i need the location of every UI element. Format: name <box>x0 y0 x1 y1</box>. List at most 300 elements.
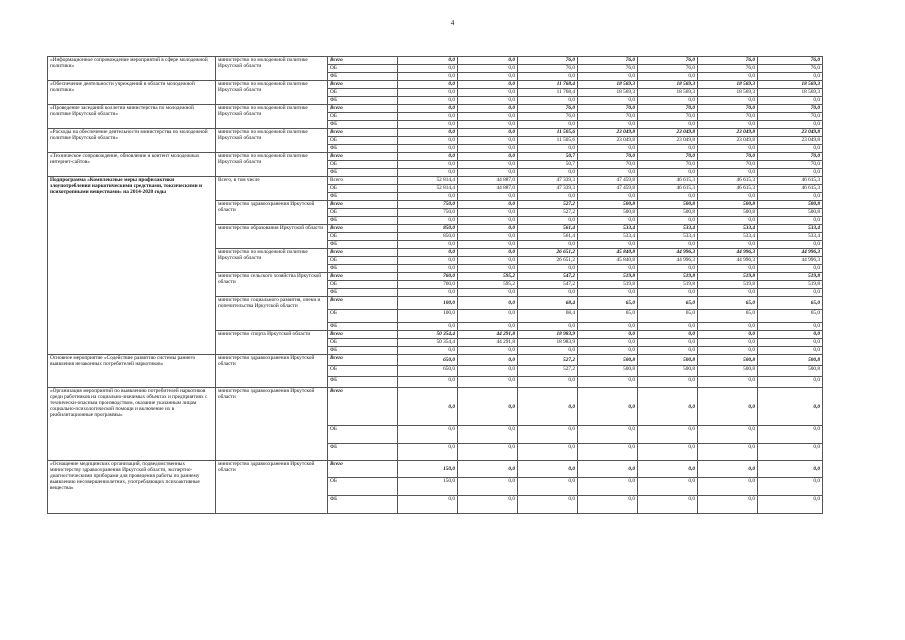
value-cell: 0,0 <box>518 323 578 331</box>
value-cell: 0,0 <box>638 145 698 153</box>
value-cell: 50,7 <box>518 153 578 161</box>
value-cell: 533,4 <box>578 233 638 241</box>
value-cell: 0,0 <box>758 145 823 153</box>
value-cell: 0,0 <box>518 97 578 105</box>
value-cell: 23 049,8 <box>758 129 823 137</box>
value-cell: 0,0 <box>458 323 518 331</box>
value-cell: 23 049,8 <box>638 129 698 137</box>
funding-source-cell: ФБ <box>328 265 398 273</box>
funding-source-cell: Всего <box>328 249 398 257</box>
value-cell: 500,8 <box>578 355 638 366</box>
organization-cell: министерство по молодежной политике Иркутской области <box>216 153 328 177</box>
value-cell: 0,0 <box>398 113 458 121</box>
value-cell: 0,0 <box>758 323 823 331</box>
value-cell: 533,4 <box>578 225 638 233</box>
value-cell: 0,0 <box>458 201 518 209</box>
funding-source-cell: ОБ <box>328 339 398 347</box>
value-cell: 533,4 <box>638 233 698 241</box>
value-cell: 0,0 <box>578 97 638 105</box>
value-cell: 70,0 <box>698 105 758 113</box>
funding-source-cell: Всего <box>328 153 398 161</box>
value-cell: 760,0 <box>398 281 458 289</box>
value-cell: 0,0 <box>758 121 823 129</box>
value-cell: 0,0 <box>638 339 698 347</box>
value-cell: 0,0 <box>638 323 698 331</box>
value-cell: 500,8 <box>578 366 638 377</box>
value-cell: 0,0 <box>458 153 518 161</box>
value-cell: 0,0 <box>638 426 698 444</box>
value-cell: 70,0 <box>578 153 638 161</box>
value-cell: 0,0 <box>638 217 698 225</box>
value-cell: 11 768,4 <box>518 81 578 89</box>
value-cell: 44 887,0 <box>458 177 518 185</box>
value-cell: 0,0 <box>518 444 578 461</box>
value-cell: 561,4 <box>518 233 578 241</box>
value-cell: 47 459,8 <box>578 177 638 185</box>
value-cell: 44 996,3 <box>638 249 698 257</box>
value-cell: 0,0 <box>518 289 578 297</box>
value-cell: 0,0 <box>398 97 458 105</box>
value-cell: 500,8 <box>638 201 698 209</box>
value-cell: 0,0 <box>518 241 578 249</box>
value-cell: 70,0 <box>578 105 638 113</box>
value-cell: 0,0 <box>398 257 458 265</box>
value-cell: 65,0 <box>698 297 758 310</box>
value-cell: 76,0 <box>698 57 758 65</box>
value-cell: 18 569,3 <box>578 81 638 89</box>
value-cell: 0,0 <box>458 241 518 249</box>
funding-source-cell: ФБ <box>328 241 398 249</box>
value-cell: 46 615,3 <box>758 185 823 193</box>
value-cell: 0,0 <box>458 73 518 81</box>
value-cell: 52 814,4 <box>398 177 458 185</box>
value-cell: 0,0 <box>698 478 758 496</box>
value-cell: 519,8 <box>638 281 698 289</box>
value-cell: 0,0 <box>758 339 823 347</box>
value-cell: 18 983,9 <box>518 331 578 339</box>
value-cell: 44 996,3 <box>698 257 758 265</box>
funding-source-cell: ОБ <box>328 478 398 496</box>
value-cell: 18 569,3 <box>638 81 698 89</box>
value-cell: 0,0 <box>398 289 458 297</box>
value-cell: 533,4 <box>698 233 758 241</box>
measure-name-cell: «Расходы на обеспечение деятельности министерства по молодежной политике Иркутской области» <box>48 129 216 153</box>
value-cell: 500,8 <box>638 366 698 377</box>
value-cell: 0,0 <box>518 73 578 81</box>
value-cell: 0,0 <box>398 377 458 388</box>
value-cell: 0,0 <box>458 105 518 113</box>
table-row <box>48 57 823 65</box>
value-cell: 0,0 <box>758 73 823 81</box>
value-cell: 0,0 <box>398 388 458 426</box>
value-cell: 150,0 <box>398 478 458 496</box>
value-cell: 0,0 <box>518 426 578 444</box>
funding-source-cell: ОБ <box>328 185 398 193</box>
value-cell: 850,0 <box>398 233 458 241</box>
value-cell: 44 996,3 <box>638 257 698 265</box>
value-cell: 527,2 <box>518 366 578 377</box>
value-cell: 0,0 <box>698 265 758 273</box>
value-cell: 0,0 <box>698 97 758 105</box>
value-cell: 500,8 <box>698 366 758 377</box>
value-cell: 500,8 <box>758 209 823 217</box>
value-cell: 0,0 <box>518 217 578 225</box>
value-cell: 0,0 <box>458 89 518 97</box>
value-cell: 500,8 <box>638 355 698 366</box>
value-cell: 0,0 <box>758 241 823 249</box>
funding-source-cell: ОБ <box>328 281 398 289</box>
value-cell: 650,0 <box>398 355 458 366</box>
funding-source-cell: ОБ <box>328 233 398 241</box>
organization-cell: министерство по молодежной политике Иркутской области <box>216 57 328 81</box>
funding-source-cell: ОБ <box>328 426 398 444</box>
value-cell: 500,8 <box>698 201 758 209</box>
value-cell: 45 840,8 <box>578 249 638 257</box>
value-cell: 0,0 <box>458 121 518 129</box>
value-cell: 70,0 <box>758 113 823 121</box>
value-cell: 0,0 <box>458 257 518 265</box>
value-cell: 500,8 <box>758 355 823 366</box>
organization-cell: министерство по молодежной политике Иркутской области <box>216 249 328 273</box>
funding-source-cell: ОБ <box>328 65 398 73</box>
value-cell: 0,0 <box>458 209 518 217</box>
value-cell: 0,0 <box>638 169 698 177</box>
value-cell: 65,0 <box>638 310 698 323</box>
funding-source-cell: Всего <box>328 105 398 113</box>
value-cell: 18 569,3 <box>758 81 823 89</box>
value-cell: 519,8 <box>758 281 823 289</box>
value-cell: 52 814,4 <box>398 185 458 193</box>
value-cell: 0,0 <box>698 347 758 355</box>
value-cell: 0,0 <box>518 388 578 426</box>
value-cell: 760,0 <box>398 273 458 281</box>
value-cell: 26 651,2 <box>518 257 578 265</box>
value-cell: 0,0 <box>458 366 518 377</box>
value-cell: 0,0 <box>458 137 518 145</box>
value-cell: 0,0 <box>578 169 638 177</box>
value-cell: 70,0 <box>638 113 698 121</box>
value-cell: 0,0 <box>578 496 638 514</box>
value-cell: 0,0 <box>398 65 458 73</box>
value-cell: 76,0 <box>518 113 578 121</box>
value-cell: 0,0 <box>578 444 638 461</box>
value-cell: 0,0 <box>398 217 458 225</box>
value-cell: 76,0 <box>518 65 578 73</box>
value-cell: 0,0 <box>458 478 518 496</box>
value-cell: 0,0 <box>758 347 823 355</box>
value-cell: 0,0 <box>458 169 518 177</box>
value-cell: 0,0 <box>458 289 518 297</box>
value-cell: 0,0 <box>518 193 578 201</box>
measure-name-cell: «Организация мероприятий по выявлению потребителей наркотиков среди работников на социально-значимых объектах и предприятиях с технически-опасным производством, оказание указанным лицам социально-психологической помощи и включение их в реабилитационные программы» <box>48 388 216 461</box>
value-cell: 547,2 <box>518 273 578 281</box>
value-cell: 11 505,6 <box>518 137 578 145</box>
value-cell: 595,2 <box>458 273 518 281</box>
value-cell: 50,7 <box>518 161 578 169</box>
value-cell: 23 049,8 <box>758 137 823 145</box>
value-cell: 750,0 <box>398 209 458 217</box>
value-cell: 0,0 <box>638 444 698 461</box>
value-cell: 70,0 <box>638 161 698 169</box>
value-cell: 46 615,3 <box>638 177 698 185</box>
value-cell: 0,0 <box>698 461 758 478</box>
value-cell: 500,8 <box>578 201 638 209</box>
value-cell: 0,0 <box>458 249 518 257</box>
value-cell: 0,0 <box>578 323 638 331</box>
table-row <box>48 105 823 113</box>
funding-source-cell: Всего <box>328 129 398 137</box>
organization-cell: министерство по молодежной политике Иркутской области <box>216 105 328 129</box>
value-cell: 76,0 <box>758 57 823 65</box>
page-number: 4 <box>450 19 455 27</box>
value-cell: 0,0 <box>638 496 698 514</box>
table-row <box>48 177 823 185</box>
value-cell: 0,0 <box>578 339 638 347</box>
value-cell: 0,0 <box>758 193 823 201</box>
budget-table-body <box>48 57 823 514</box>
value-cell: 0,0 <box>458 377 518 388</box>
value-cell: 0,0 <box>578 73 638 81</box>
value-cell: 0,0 <box>518 169 578 177</box>
funding-source-cell: ФБ <box>328 496 398 514</box>
funding-source-cell: ОБ <box>328 366 398 377</box>
value-cell: 0,0 <box>398 444 458 461</box>
value-cell: 500,8 <box>758 201 823 209</box>
value-cell: 70,0 <box>698 113 758 121</box>
value-cell: 50 354,4 <box>398 339 458 347</box>
value-cell: 26 651,2 <box>518 249 578 257</box>
value-cell: 0,0 <box>398 193 458 201</box>
value-cell: 519,8 <box>638 273 698 281</box>
value-cell: 0,0 <box>698 444 758 461</box>
value-cell: 0,0 <box>758 97 823 105</box>
value-cell: 0,0 <box>458 233 518 241</box>
value-cell: 0,0 <box>398 426 458 444</box>
value-cell: 0,0 <box>758 265 823 273</box>
funding-source-cell: Всего <box>328 225 398 233</box>
value-cell: 50 354,4 <box>398 331 458 339</box>
value-cell: 650,0 <box>398 366 458 377</box>
funding-source-cell: ОБ <box>328 89 398 97</box>
value-cell: 0,0 <box>698 73 758 81</box>
value-cell: 0,0 <box>398 265 458 273</box>
value-cell: 0,0 <box>458 145 518 153</box>
value-cell: 0,0 <box>518 145 578 153</box>
value-cell: 0,0 <box>518 265 578 273</box>
value-cell: 0,0 <box>758 496 823 514</box>
funding-source-cell: Всего <box>328 355 398 366</box>
funding-source-cell: ОБ <box>328 137 398 145</box>
funding-source-cell: Всего <box>328 201 398 209</box>
value-cell: 0,0 <box>578 478 638 496</box>
funding-source-cell: ОБ <box>328 257 398 265</box>
value-cell: 23 049,8 <box>638 137 698 145</box>
value-cell: 0,0 <box>458 265 518 273</box>
value-cell: 47 459,8 <box>578 185 638 193</box>
value-cell: 0,0 <box>398 137 458 145</box>
value-cell: 500,8 <box>578 209 638 217</box>
value-cell: 76,0 <box>518 57 578 65</box>
value-cell: 0,0 <box>398 161 458 169</box>
value-cell: 500,8 <box>638 209 698 217</box>
value-cell: 65,0 <box>698 310 758 323</box>
funding-source-cell: ФБ <box>328 323 398 331</box>
value-cell: 0,0 <box>638 193 698 201</box>
value-cell: 0,0 <box>698 496 758 514</box>
table-row <box>48 81 823 89</box>
value-cell: 70,0 <box>638 105 698 113</box>
value-cell: 46 615,3 <box>698 185 758 193</box>
budget-table <box>47 56 823 514</box>
value-cell: 0,0 <box>578 347 638 355</box>
organization-cell: министерство социального развития, опеки и попечительства Иркутской области <box>216 297 328 331</box>
value-cell: 18 569,3 <box>758 89 823 97</box>
value-cell: 44 291,8 <box>458 339 518 347</box>
value-cell: 0,0 <box>458 161 518 169</box>
value-cell: 0,0 <box>398 323 458 331</box>
value-cell: 65,0 <box>758 297 823 310</box>
value-cell: 0,0 <box>698 217 758 225</box>
measure-name-cell: «Проведение заседаний коллегии министерства по молодежной политике Иркутской области» <box>48 105 216 129</box>
value-cell: 0,0 <box>518 377 578 388</box>
value-cell: 0,0 <box>398 89 458 97</box>
funding-source-cell: Всего <box>328 273 398 281</box>
value-cell: 70,0 <box>698 153 758 161</box>
value-cell: 0,0 <box>518 496 578 514</box>
value-cell: 0,0 <box>638 478 698 496</box>
value-cell: 0,0 <box>758 377 823 388</box>
table-row <box>48 355 823 366</box>
value-cell: 0,0 <box>398 81 458 89</box>
value-cell: 0,0 <box>458 193 518 201</box>
measure-name-cell: Подпрограмма «Комплексные меры профилактики злоупотребления наркотическими средствами, токсическими и психотропными веществами» на 2014-2020 годы <box>48 177 216 355</box>
value-cell: 0,0 <box>758 289 823 297</box>
value-cell: 0,0 <box>638 347 698 355</box>
value-cell: 561,4 <box>518 225 578 233</box>
value-cell: 23 049,8 <box>698 129 758 137</box>
value-cell: 0,0 <box>398 496 458 514</box>
value-cell: 519,8 <box>698 273 758 281</box>
funding-source-cell: ФБ <box>328 289 398 297</box>
value-cell: 0,0 <box>458 129 518 137</box>
value-cell: 0,0 <box>698 323 758 331</box>
value-cell: 65,0 <box>638 297 698 310</box>
value-cell: 0,0 <box>458 81 518 89</box>
value-cell: 68,4 <box>518 297 578 310</box>
value-cell: 0,0 <box>398 145 458 153</box>
value-cell: 0,0 <box>638 331 698 339</box>
value-cell: 0,0 <box>578 217 638 225</box>
value-cell: 70,0 <box>758 153 823 161</box>
value-cell: 0,0 <box>578 265 638 273</box>
organization-cell: министерство здравоохранения Иркутской области <box>216 461 328 514</box>
funding-source-cell: Всего <box>328 57 398 65</box>
funding-source-cell: ФБ <box>328 97 398 105</box>
value-cell: 23 049,8 <box>578 129 638 137</box>
value-cell: 533,4 <box>758 225 823 233</box>
funding-source-cell: Всего <box>328 331 398 339</box>
organization-cell: министерство по молодежной политике Иркутской области <box>216 129 328 153</box>
funding-source-cell: Всего <box>328 388 398 426</box>
measure-name-cell: «Обеспечение деятельности учреждений в области молодежной политики» <box>48 81 216 105</box>
value-cell: 0,0 <box>758 331 823 339</box>
organization-cell: министерство здравоохранения Иркутской области <box>216 388 328 461</box>
value-cell: 150,0 <box>398 461 458 478</box>
value-cell: 0,0 <box>758 478 823 496</box>
funding-source-cell: ФБ <box>328 169 398 177</box>
value-cell: 76,0 <box>638 57 698 65</box>
value-cell: 76,0 <box>698 65 758 73</box>
value-cell: 0,0 <box>398 241 458 249</box>
value-cell: 0,0 <box>458 297 518 310</box>
value-cell: 547,2 <box>518 281 578 289</box>
value-cell: 76,0 <box>578 65 638 73</box>
funding-source-cell: ФБ <box>328 145 398 153</box>
value-cell: 0,0 <box>458 347 518 355</box>
value-cell: 18 569,3 <box>578 89 638 97</box>
funding-source-cell: ОБ <box>328 161 398 169</box>
value-cell: 44 887,0 <box>458 185 518 193</box>
value-cell: 0,0 <box>698 241 758 249</box>
funding-source-cell: Всего <box>328 297 398 310</box>
value-cell: 0,0 <box>398 153 458 161</box>
value-cell: 100,0 <box>398 310 458 323</box>
measure-name-cell: «Оснащение медицинских организаций, подведомственных министерству здравоохранения Иркутской области, экспертно-диагностическими приборами для проведения работы по раннему выявлению несовершеннолетних, употребляющих психоактивные вещества» <box>48 461 216 514</box>
organization-cell: министерство здравоохранения Иркутской области <box>216 201 328 225</box>
value-cell: 527,2 <box>518 355 578 366</box>
value-cell: 70,0 <box>638 153 698 161</box>
value-cell: 0,0 <box>758 461 823 478</box>
value-cell: 0,0 <box>458 426 518 444</box>
value-cell: 0,0 <box>638 73 698 81</box>
value-cell: 0,0 <box>698 169 758 177</box>
measure-name-cell: «Техническое сопровождение, обновление и контент молодежных интернет-сайтов» <box>48 153 216 177</box>
value-cell: 70,0 <box>758 161 823 169</box>
value-cell: 0,0 <box>518 478 578 496</box>
value-cell: 0,0 <box>398 169 458 177</box>
value-cell: 533,4 <box>638 225 698 233</box>
value-cell: 0,0 <box>758 217 823 225</box>
funding-source-cell: ФБ <box>328 377 398 388</box>
value-cell: 0,0 <box>578 461 638 478</box>
value-cell: 0,0 <box>458 217 518 225</box>
funding-source-cell: ФБ <box>328 347 398 355</box>
value-cell: 0,0 <box>578 121 638 129</box>
value-cell: 0,0 <box>638 121 698 129</box>
value-cell: 0,0 <box>698 145 758 153</box>
value-cell: 0,0 <box>578 145 638 153</box>
value-cell: 533,4 <box>758 233 823 241</box>
funding-source-cell: Всего <box>328 461 398 478</box>
value-cell: 0,0 <box>398 347 458 355</box>
value-cell: 0,0 <box>518 121 578 129</box>
value-cell: 519,8 <box>578 281 638 289</box>
value-cell: 44 996,3 <box>698 249 758 257</box>
value-cell: 850,0 <box>398 225 458 233</box>
value-cell: 0,0 <box>398 73 458 81</box>
value-cell: 527,2 <box>518 201 578 209</box>
value-cell: 100,0 <box>398 297 458 310</box>
value-cell: 44 996,3 <box>758 249 823 257</box>
measure-name-cell: Основное мероприятие «Содействие развитию системы раннего выявления незаконных потребителей наркотиков» <box>48 355 216 388</box>
value-cell: 500,8 <box>698 355 758 366</box>
value-cell: 0,0 <box>458 496 518 514</box>
value-cell: 0,0 <box>578 388 638 426</box>
value-cell: 0,0 <box>758 426 823 444</box>
organization-cell: министерство сельского хозяйства Иркутской области <box>216 273 328 297</box>
value-cell: 65,0 <box>578 310 638 323</box>
funding-source-cell: ФБ <box>328 217 398 225</box>
